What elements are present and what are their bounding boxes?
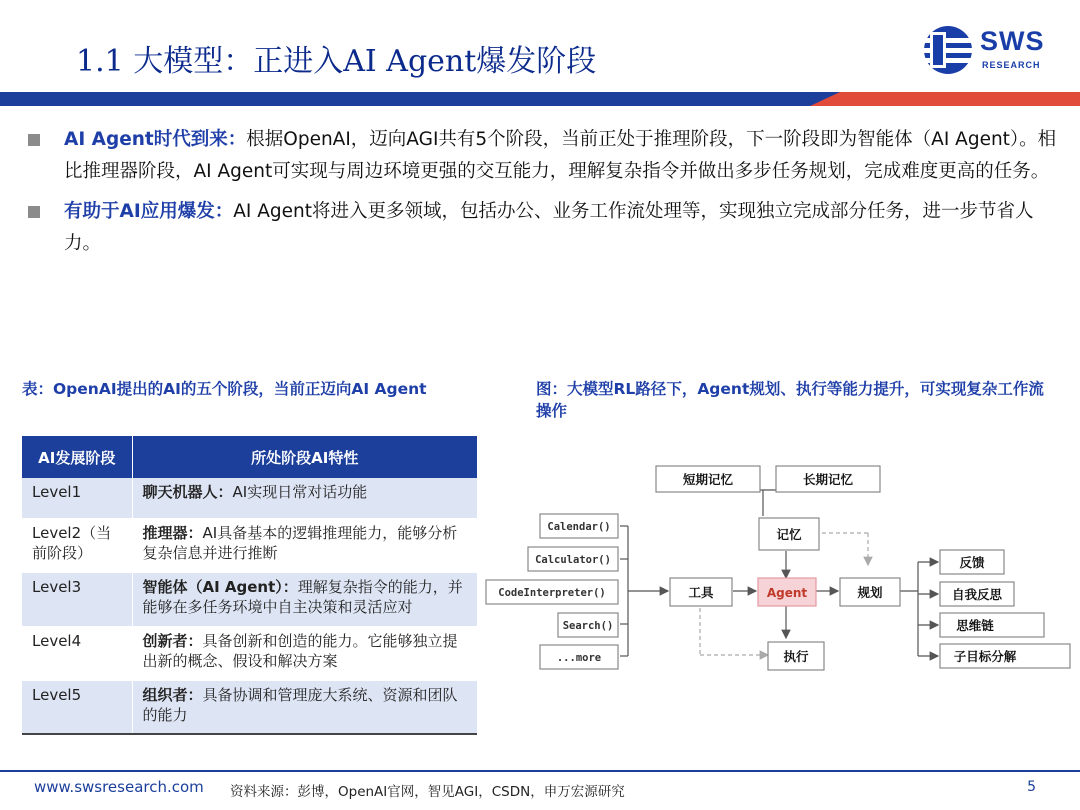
page-number: 5 bbox=[1027, 779, 1036, 795]
planning-label: 规划 bbox=[857, 585, 883, 600]
ai-stages-table bbox=[22, 436, 477, 735]
agent-diagram bbox=[478, 458, 1078, 678]
square-bullet-icon bbox=[28, 206, 40, 218]
bullet-text: AI Agent将进入更多领域，包括办公、业务工作流处理等，实现独立完成部分任务，进一步节省人力。 bbox=[64, 201, 1034, 254]
stage-feature bbox=[132, 626, 477, 680]
footer-rule bbox=[0, 770, 1080, 772]
sws-logo bbox=[922, 22, 1062, 82]
stage-desc: 具备协调和管理庞大系统、资源和团队的能力 bbox=[142, 685, 458, 724]
table-row bbox=[22, 518, 477, 572]
table-header-feature: 所处阶段AI特性 bbox=[132, 436, 477, 478]
agent-label: Agent bbox=[766, 586, 808, 600]
sws-globe-icon bbox=[922, 22, 978, 78]
subgoal-label: 子目标分解 bbox=[953, 649, 1017, 664]
short-memory-label: 短期记忆 bbox=[682, 472, 734, 487]
code-interpreter-label: CodeInterpreter() bbox=[498, 587, 606, 599]
memory-label: 记忆 bbox=[776, 527, 802, 542]
footer-url-link[interactable]: www.swsresearch.com bbox=[34, 778, 204, 796]
bullet-lead: 有助于AI应用爆发： bbox=[64, 201, 234, 222]
bullet-text: 根据OpenAI，迈向AGI共有5个阶段，当前正处于推理阶段，下一阶段即为智能体（AI Agent）。相比推理器阶段，AI Agent可实现与周边环境更强的交互能力，理解复杂指令并做出多步任务规划，完成难度更高的任务。 bbox=[64, 129, 1057, 182]
stage-desc: 理解复杂指令的能力，并能够在多任务环境中自主决策和灵活应对 bbox=[142, 577, 463, 616]
more-label: ...more bbox=[556, 652, 602, 664]
logo-text: SWS bbox=[980, 26, 1045, 56]
stage-level: Level1 bbox=[22, 478, 132, 518]
stage-feature bbox=[132, 478, 477, 518]
search-label: Search() bbox=[562, 620, 614, 632]
page-title: 1.1 大模型：正进入AI Agent爆发阶段 bbox=[76, 44, 597, 79]
long-memory-label: 长期记忆 bbox=[802, 472, 854, 487]
action-label: 执行 bbox=[783, 649, 809, 664]
table-header-stage: AI发展阶段 bbox=[22, 436, 132, 478]
table-row bbox=[22, 572, 477, 626]
self-reflection-label: 自我反思 bbox=[951, 587, 1003, 602]
square-bullet-icon bbox=[28, 134, 40, 146]
tools-label: 工具 bbox=[688, 585, 714, 600]
stage-desc: AI实现日常对话功能 bbox=[232, 483, 368, 501]
calendar-label: Calendar() bbox=[547, 521, 611, 533]
figure-caption: 图：大模型RL路径下，Agent规划、执行等能力提升，可实现复杂工作流操作 bbox=[536, 380, 1044, 420]
stage-desc: 具备创新和创造的能力。它能够独立提出新的概念、假设和解决方案 bbox=[142, 631, 458, 670]
header-rule-accent bbox=[810, 92, 1080, 106]
bullet-list bbox=[28, 124, 1058, 268]
stage-level: Level2（当前阶段） bbox=[22, 518, 132, 572]
logo-subtext: RESEARCH bbox=[982, 60, 1041, 70]
stage-desc: AI具备基本的逻辑推理能力，能够分析复杂信息并进行推断 bbox=[142, 523, 458, 562]
feedback-label: 反馈 bbox=[959, 555, 985, 570]
table-caption: 表：OpenAI提出的AI的五个阶段，当前正迈向AI Agent bbox=[22, 380, 427, 398]
stage-level: Level5 bbox=[22, 680, 132, 734]
stage-feature bbox=[132, 518, 477, 572]
stage-name: 推理器： bbox=[142, 523, 203, 542]
table-row bbox=[22, 626, 477, 680]
stage-feature bbox=[132, 572, 477, 626]
stage-level: Level4 bbox=[22, 626, 132, 680]
stage-name: 创新者： bbox=[142, 631, 203, 650]
stage-level: Level3 bbox=[22, 572, 132, 626]
stage-name: 组织者： bbox=[142, 685, 203, 704]
bullet-lead: AI Agent时代到来： bbox=[64, 129, 247, 150]
stage-feature bbox=[132, 680, 477, 734]
chain-of-thought-label: 思维链 bbox=[956, 618, 994, 633]
bullet-item bbox=[28, 196, 1058, 260]
stage-name: 智能体（AI Agent）： bbox=[142, 577, 298, 596]
stage-name: 聊天机器人： bbox=[142, 483, 233, 501]
footer-source: 资料来源：彭博，OpenAI官网，智见AGI，CSDN，申万宏源研究 bbox=[230, 784, 625, 800]
table-row bbox=[22, 478, 477, 518]
bullet-item bbox=[28, 124, 1058, 188]
calculator-label: Calculator() bbox=[535, 554, 611, 566]
table-row bbox=[22, 680, 477, 734]
